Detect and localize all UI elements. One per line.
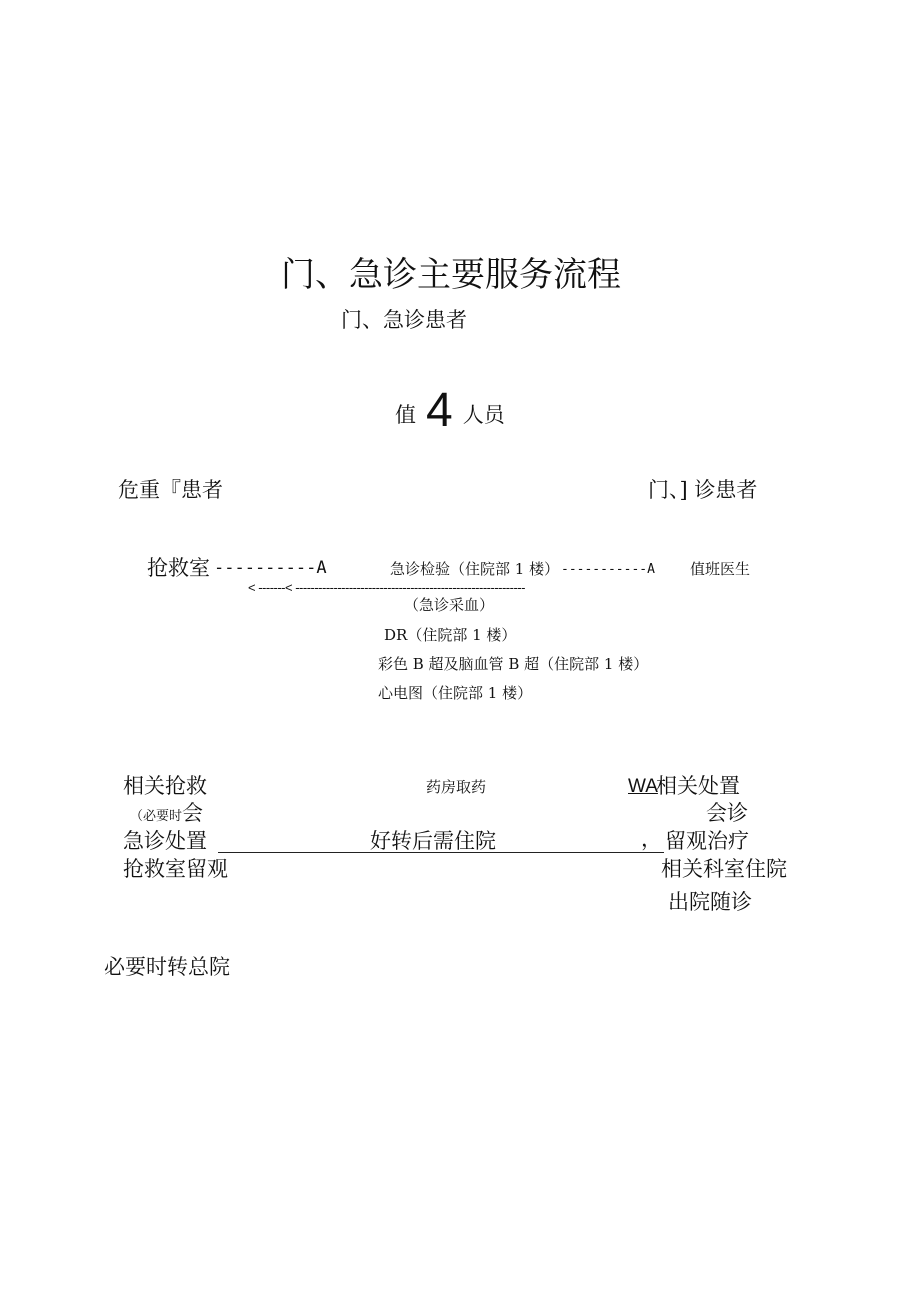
return-arrow: < -------< ------------------------------------------------------------ bbox=[248, 580, 525, 595]
left-consult bbox=[130, 803, 203, 824]
exam-item: DR（住院部 1 楼） bbox=[384, 626, 517, 644]
exam-item: 心电图（住院部 1 楼） bbox=[378, 684, 533, 702]
exam-item: 彩色 B 超及脑血管 B 超（住院部 1 楼） bbox=[378, 655, 649, 673]
consult-char: 会 bbox=[182, 801, 204, 825]
rescue-room: 抢救室 bbox=[147, 556, 210, 580]
right-consult: 会诊 bbox=[706, 801, 748, 825]
rescue-arrow: ----------A bbox=[214, 558, 327, 578]
emergency-treat: 急诊处置 bbox=[123, 829, 207, 853]
pharmacy: 药房取药 bbox=[426, 778, 487, 796]
exam-arrow: -----------A bbox=[561, 562, 655, 577]
transfer-hospital: 必要时转总院 bbox=[104, 955, 230, 979]
triage-suffix: 人员 bbox=[462, 403, 505, 427]
right-comma: ， bbox=[641, 827, 662, 851]
left-rescue: 相关抢救 bbox=[123, 774, 207, 798]
improve-admit: 好转后需住院 bbox=[370, 829, 496, 853]
right-treat: 相关处置 bbox=[656, 774, 740, 798]
observe-treat: 留观治疗 bbox=[665, 829, 749, 853]
discharge-follow: 出院随诊 bbox=[668, 890, 752, 914]
dept-admit: 相关科室住院 bbox=[661, 857, 787, 881]
right-wa: WA bbox=[628, 776, 658, 797]
branch-critical: 危重『患者 bbox=[118, 478, 223, 502]
exam-item: （急诊采血） bbox=[404, 596, 495, 614]
page-title: 门、急诊主要服务流程 bbox=[281, 255, 621, 295]
triage-label bbox=[395, 383, 505, 437]
triage-number: 4 bbox=[426, 384, 453, 437]
entry-label: 门、急诊患者 bbox=[341, 308, 467, 332]
triage-prefix: 值 bbox=[395, 403, 416, 427]
exam-main: 急诊检验（住院部 1 楼） bbox=[390, 560, 560, 578]
consult-note: （必要时 bbox=[130, 809, 183, 824]
branch-outpatient: 门、] 诊患者 bbox=[648, 478, 758, 502]
rescue-observe: 抢救室留观 bbox=[123, 857, 228, 881]
doctor-on-duty: 值班医生 bbox=[690, 560, 751, 578]
